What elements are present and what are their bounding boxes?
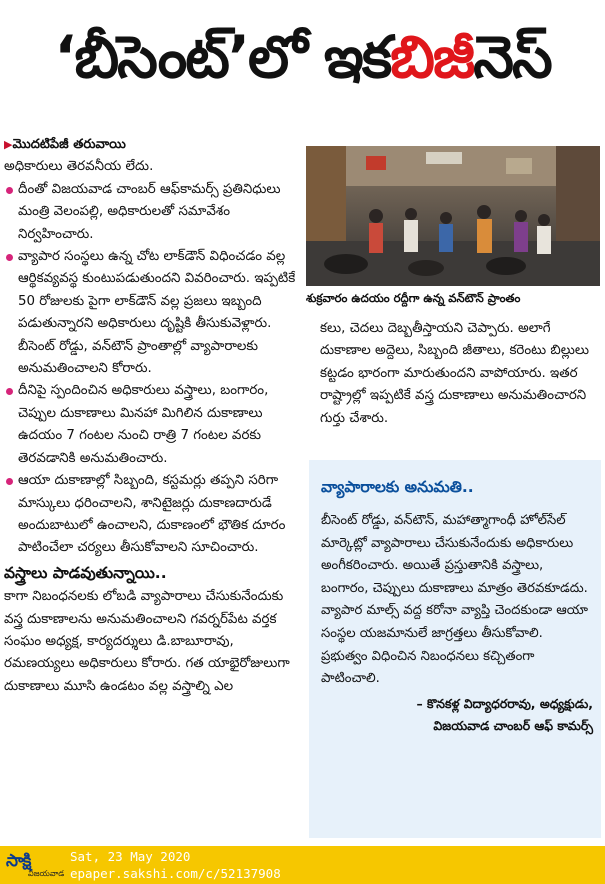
edition-date: Sat, 23 May 2020 — [70, 849, 191, 864]
box-signature-2: విజయవాడ చాంబర్ ఆఫ్ కామర్స్ — [433, 717, 593, 733]
box-paragraph: బీసెంట్ రోడ్డు, వన్‌టౌన్, మహాత్మాగాంధీ హోల్‌సేల్ మార్కెట్లో వ్యాపారాలు చేసుకునేందుకు అధికారులు అంగీకరించారు. అయితే ప్రస్తుతానికి వస్త్రాలు, బంగారం, చెప్పులు దుకాణాలు మాత్రం తెరవకూడదు. వ్యాపార మాల్స్ వద్ద కరోనా వ్యాప్తి చెందకుండా ఆయా సంస్థల యజమానులే జాగ్రత్తలు తీసుకోవాలి. ప్రభుత్వం విధించిన నిబంధనలు కచ్చితంగా పాటించాలి. — [321, 513, 588, 687]
epaper-url[interactable]: epaper.sakshi.com/c/52137908 — [70, 866, 281, 881]
article-headline — [0, 0, 605, 128]
continuation-text: మొదటిపేజీ తరువాయి — [12, 137, 126, 152]
news-photo — [306, 146, 600, 286]
street-scene-image — [306, 146, 600, 286]
paragraph: కాగా నిబంధనలకు లోబడి వ్యాపారాలు చేసుకునేందుకు వస్త్ర దుకాణాలను అనుమతించాలని గవర్నర్‌పేట వర్తక సంఘం అధ్యక్ష, కార్యదర్శులు డి.బాబూరావు, రమణయ్యలు అధికారులు కోరారు. గత యాభైరోజులుగా దుకాణాలు మూసి ఉండటం వల్ల వస్త్రాల్ని ఎల — [4, 589, 290, 694]
left-column — [4, 134, 300, 846]
continuation-marker — [4, 134, 300, 156]
box-body — [321, 510, 593, 737]
headline-part-1: ‘బీసెంట్’లో ఇక — [54, 22, 391, 91]
triangle-icon: ▶ — [4, 138, 13, 151]
bullet-paragraph: వ్యాపార సంస్థలు ఉన్న చోట లాక్‌డౌన్ విధించడం వల్ల ఆర్థికవ్యవస్థ కుంటుపడుతుందని వివరించారు. ఇప్పటికే 50 రోజులకు పైగా లాక్‌డౌన్ వల్ల ప్రజలు ఇబ్బంది పడుతున్నారని అధికారులు దృష్టికి తీసుకువెళ్లారు. బీసెంట్ రోడ్డు, వన్‌టౌన్ ప్రాంతాల్లో వ్యాపారాలకు అనుమతించాలని కోరారు. — [4, 246, 300, 380]
paragraph: కలు, చెదలు దెబ్బతీస్తాయని చెప్పారు. అలాగే దుకాణాల అద్దెలు, సిబ్బంది జీతాలు, కరెంటు బిల్లులు కట్టడం భారంగా మారుతుందని వాపోయారు. ఇతర రాష్ట్రాల్లో ఇప్పటికే వస్త్ర దుకాణాలు అనుమతించారని గుర్తు చేశారు. — [320, 321, 589, 426]
sidebar-box — [309, 460, 601, 838]
logo-text: సాక్షి — [6, 851, 31, 871]
box-signature-1: – కొనకళ్ల విద్యాధరరావు, అధ్యక్షుడు, — [416, 695, 593, 711]
bullet-paragraph: దీంతో విజయవాడ చాంబర్ ఆఫ్‌కామర్స్ ప్రతినిధులు మంత్రి వెలంపల్లి, అధికారులతో సమావేశం నిర్వహించారు. — [4, 179, 300, 246]
sakshi-logo — [6, 851, 65, 879]
logo-subtext: విజయవాడ — [28, 869, 65, 878]
bullet-paragraph: దీనిపై స్పందించిన అధికారులు వస్త్రాలు, బంగారం, చెప్పుల దుకాణాలు మినహా మిగిలిన దుకాణాలు ఉదయం 7 గంటల నుంచి రాత్రి 7 గంటల వరకు తెరవడానికి అనుమతించారు. — [4, 380, 300, 470]
headline-part-3: నెస్ — [473, 22, 551, 91]
bullet-paragraph: ఆయా దుకాణాల్లో సిబ్బంది, కస్టమర్లు తప్పని సరిగా మాస్కులు ధరించాలని, శానిటైజర్లు దుకాణదారుడే అందుబాటులో ఉంచాలని, దుకాణంలో భౌతిక దూరం పాటించేలా చర్యలు తీసుకోవాలని సూచించారు. — [4, 470, 300, 560]
photo-caption: శుక్రవారం ఉదయం రద్దీగా ఉన్న వన్‌టౌన్ ప్రాంతం — [306, 291, 521, 305]
footer-bar — [0, 846, 605, 884]
paragraph: అధికారులు తెరవనీయ లేదు. — [4, 159, 154, 175]
section-subheading: వస్త్రాలు పాడవుతున్నాయి.. — [4, 563, 167, 582]
box-title: వ్యాపారాలకు అనుమతి.. — [321, 478, 474, 496]
right-column-text — [320, 318, 598, 430]
headline-highlight: బిజీ — [390, 22, 474, 91]
